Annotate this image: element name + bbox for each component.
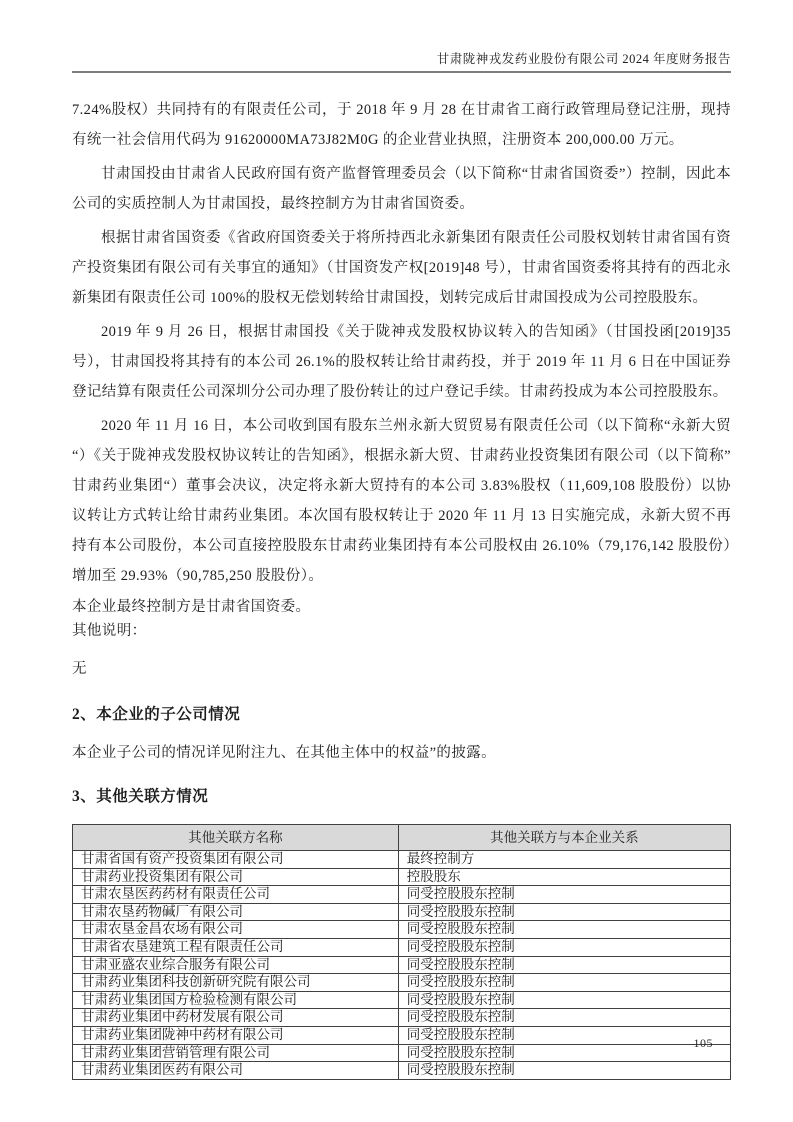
table-header-row <box>73 825 731 851</box>
other-notes-label: 其他说明： <box>72 623 147 639</box>
related-party-name-cell: 甘肃农垦金昌农场有限公司 <box>73 921 399 939</box>
related-party-name-cell: 甘肃药业集团陇神中药材有限公司 <box>73 1026 399 1044</box>
related-party-name-cell: 甘肃农垦药物碱厂有限公司 <box>73 903 399 921</box>
other-notes-value: 无 <box>72 661 87 677</box>
related-party-relation-cell: 控股股东 <box>398 868 730 886</box>
related-party-table-body <box>73 851 731 1080</box>
related-party-name-cell: 甘肃药业投资集团有限公司 <box>73 868 399 886</box>
body-paragraphs <box>72 95 731 591</box>
related-party-name-cell: 甘肃农垦医药药材有限责任公司 <box>73 886 399 904</box>
related-party-relation-cell: 同受控股股东控制 <box>398 921 730 939</box>
related-party-table <box>72 824 731 1080</box>
table-row <box>73 974 731 992</box>
related-party-name-cell: 甘肃药业集团科技创新研究院有限公司 <box>73 974 399 992</box>
related-party-relation-cell: 同受控股股东控制 <box>398 974 730 992</box>
table-row <box>73 1044 731 1062</box>
paragraph: 2020 年 11 月 16 日，本公司收到国有股东兰州永新大贸贸易有限责任公司（以下简称“永新大贸“）《关于陇神戎发股权协议转让的告知函》，根据永新大贸、甘肃药业投资集团有限公司（以下简称”甘肃药业集团“）董事会决议，决定将永新大贸持有的本公司 3.83%股权（11,609,108 股股份）以协议转让方式转让给甘肃药业集团。本次国有股权转让于 2020 年 11 月 13 日实施完成，永新大贸不再持有本公司股份，本公司直接控股股东甘肃药业集团持有本公司股权由 26.10%（79,176,142 股股份）增加至 29.93%（90,785,250 股股份）。 <box>72 418 731 584</box>
related-party-relation-cell: 同受控股股东控制 <box>398 1009 730 1027</box>
page-number: 105 <box>693 1036 713 1050</box>
related-party-relation-cell: 同受控股股东控制 <box>398 938 730 956</box>
document-header-title: 甘肃陇神戎发药业股份有限公司 2024 年度财务报告 <box>436 52 731 66</box>
table-row <box>73 938 731 956</box>
related-party-relation-cell: 同受控股股东控制 <box>398 991 730 1009</box>
table-column-header: 其他关联方名称 <box>73 825 399 851</box>
related-party-name-cell: 甘肃省农垦建筑工程有限责任公司 <box>73 938 399 956</box>
table-column-header: 其他关联方与本企业关系 <box>398 825 730 851</box>
table-row <box>73 921 731 939</box>
table-row <box>73 1062 731 1080</box>
related-party-table-header <box>73 825 731 851</box>
paragraph: 甘肃国投由甘肃省人民政府国有资产监督管理委员会（以下简称“甘肃省国资委”）控制，因此本公司的实质控制人为甘肃国投，最终控制方为甘肃省国资委。 <box>72 166 731 212</box>
related-party-relation-cell: 同受控股股东控制 <box>398 903 730 921</box>
section-heading-subsidiaries: 2、本企业的子公司情况 <box>72 706 241 723</box>
related-party-relation-cell: 同受控股股东控制 <box>398 956 730 974</box>
related-party-name-cell: 甘肃药业集团营销管理有限公司 <box>73 1044 399 1062</box>
related-party-name-cell: 甘肃药业集团医药有限公司 <box>73 1062 399 1080</box>
related-party-relation-cell: 最终控制方 <box>398 851 730 869</box>
paragraph: 7.24%股权）共同持有的有限责任公司，于 2018 年 9 月 28 在甘肃省工商行政管理局登记注册，现持有统一社会信用代码为 91620000MA73J82M0G 的企业营业执照，注册资本 200,000.00 万元。 <box>72 102 731 148</box>
table-row <box>73 886 731 904</box>
table-row <box>73 851 731 869</box>
table-row <box>73 1026 731 1044</box>
related-party-name-cell: 甘肃亚盛农业综合服务有限公司 <box>73 956 399 974</box>
final-controller-statement: 本企业最终控制方是甘肃省国资委。 <box>72 599 311 615</box>
paragraph: 根据甘肃省国资委《省政府国资委关于将所持西北永新集团有限责任公司股权划转甘肃省国有资产投资集团有限公司有关事宜的通知》（甘国资发产权[2019]48 号），甘肃省国资委将其持有的西北永新集团有限责任公司 100%的股权无偿划转给甘肃国投，划转完成后甘肃国投成为公司控股股东。 <box>72 230 731 306</box>
table-row <box>73 991 731 1009</box>
related-party-relation-cell: 同受控股股东控制 <box>398 886 730 904</box>
related-party-name-cell: 甘肃药业集团中药材发展有限公司 <box>73 1009 399 1027</box>
table-row <box>73 1009 731 1027</box>
header-rule <box>72 71 731 73</box>
table-row <box>73 956 731 974</box>
table-row <box>73 868 731 886</box>
related-party-relation-cell: 同受控股股东控制 <box>398 1062 730 1080</box>
related-party-relation-cell: 同受控股股东控制 <box>398 1044 730 1062</box>
section-heading-other-related-parties: 3、其他关联方情况 <box>72 788 209 805</box>
table-row <box>73 903 731 921</box>
section-body-subsidiaries: 本企业子公司的情况详见附注九、在其他主体中的权益”的披露。 <box>72 745 497 761</box>
related-party-name-cell: 甘肃省国有资产投资集团有限公司 <box>73 851 399 869</box>
related-party-relation-cell: 同受控股股东控制 <box>398 1026 730 1044</box>
related-party-name-cell: 甘肃药业集团国方检验检测有限公司 <box>73 991 399 1009</box>
paragraph: 2019 年 9 月 26 日，根据甘肃国投《关于陇神戎发股权协议转入的告知函》（甘国投函[2019]35 号），甘肃国投将其持有的本公司 26.1%的股权转让给甘肃药投，并于 2019 年 11 月 6 日在中国证券登记结算有限责任公司深圳分公司办理了股份转让的过户登记手续。甘肃药投成为本公司控股股东。 <box>72 324 731 400</box>
